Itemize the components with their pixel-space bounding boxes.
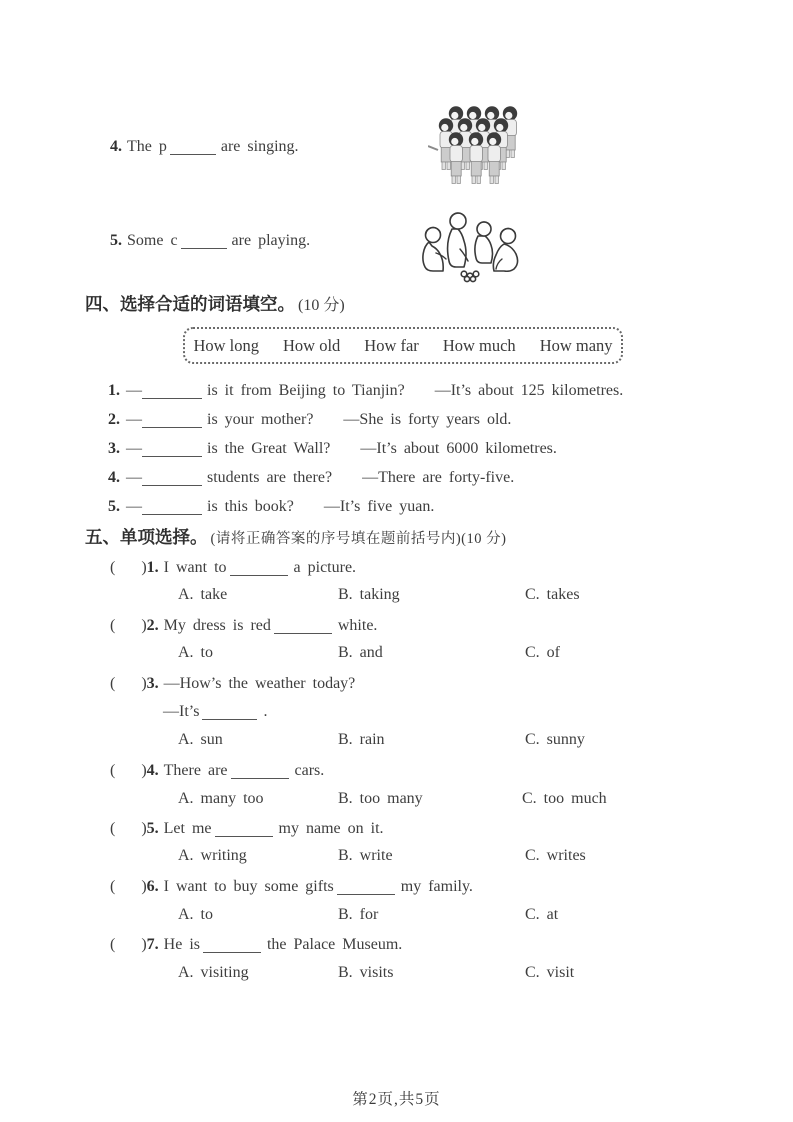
question-number: 2.: [146, 617, 159, 634]
word-bank-word-5: How many: [539, 335, 613, 355]
question-number: 1.: [108, 382, 120, 399]
section4-heading: [85, 291, 345, 316]
question-number: 1.: [146, 559, 159, 576]
question-text-post: a picture.: [293, 559, 357, 576]
s4-item-2: [108, 410, 511, 430]
answer-blank: [142, 454, 202, 457]
answer-blank: [142, 425, 202, 428]
option-a: A. many too: [178, 790, 264, 807]
mc-item-2-question: [110, 616, 377, 636]
option-c: C. too much: [522, 790, 607, 807]
option-a: A. to: [178, 644, 213, 661]
question-text: is this book?: [207, 498, 294, 515]
question-text-post: white.: [337, 617, 378, 634]
question-text: I want to: [163, 559, 227, 576]
mc-item-5-question: [110, 819, 384, 839]
question-text: is the Great Wall?: [207, 440, 331, 457]
option-c: C. writes: [525, 847, 586, 864]
question-number: 5.: [108, 498, 120, 515]
em-dash: —: [126, 469, 142, 486]
question-text: Let me: [163, 820, 212, 837]
children-playing-image: [416, 202, 528, 284]
answer-blank: [170, 152, 216, 155]
option-b: B. rain: [338, 731, 385, 748]
option-a: A. take: [178, 586, 228, 603]
mc-item-5-options: [110, 847, 750, 867]
question-text-post: are playing.: [231, 232, 311, 249]
question-number: 7.: [146, 936, 159, 953]
question-text: —How’s the weather today?: [163, 675, 356, 692]
question-text-post: .: [263, 703, 268, 720]
option-a: A. sun: [178, 731, 223, 748]
option-b: B. and: [338, 644, 383, 661]
answer-blank: [337, 892, 395, 895]
question-number: 3.: [146, 675, 159, 692]
word-bank-word-1: How long: [193, 335, 259, 355]
mc-item-1-question: [110, 558, 356, 578]
s4-item-4: [108, 468, 514, 488]
open-paren: (: [110, 878, 116, 895]
mc-item-7-options: [110, 964, 750, 984]
s4-item-1: [108, 381, 623, 401]
question-text: Some c: [127, 232, 178, 249]
answer-bracket: [110, 761, 147, 781]
word-bank-box: [183, 327, 623, 364]
answer-text: —It’s about 6000 kilometres.: [360, 440, 557, 457]
question-text: My dress is red: [163, 617, 271, 634]
mc-item-4-options: [110, 790, 750, 810]
section5-note: (请将正确答案的序号填在题前括号内)(10 分): [210, 531, 507, 547]
page-footer: 第2页,共5页: [352, 1091, 441, 1108]
answer-blank: [203, 950, 261, 953]
em-dash: —: [126, 411, 142, 428]
question-text: students are there?: [207, 469, 333, 486]
close-paren: ): [141, 762, 147, 779]
open-paren: (: [110, 762, 116, 779]
choir-singing-image: [428, 106, 526, 190]
question-text: is your mother?: [207, 411, 314, 428]
open-paren: (: [110, 559, 116, 576]
close-paren: ): [141, 617, 147, 634]
option-b: B. write: [338, 847, 393, 864]
question-text-post: the Palace Museum.: [266, 936, 403, 953]
word-bank-word-4: How much: [442, 335, 516, 355]
option-b: B. visits: [338, 964, 394, 981]
option-b: B. for: [338, 906, 379, 923]
option-b: B. too many: [338, 790, 423, 807]
option-c: C. takes: [525, 586, 580, 603]
answer-blank: [215, 834, 273, 837]
s4-item-3: [108, 439, 557, 459]
answer-blank: [142, 512, 202, 515]
open-paren: (: [110, 820, 116, 837]
mc-item-3-options: [110, 731, 750, 751]
question-text: He is: [163, 936, 200, 953]
em-dash: —: [126, 498, 142, 515]
fill-item-4: [110, 137, 299, 157]
question-number: 4.: [108, 469, 120, 486]
close-paren: ): [141, 559, 147, 576]
answer-blank: [230, 573, 288, 576]
option-c: C. at: [525, 906, 559, 923]
word-bank-word-2: How old: [282, 335, 341, 355]
question-number: 4.: [110, 138, 122, 155]
option-c: C. sunny: [525, 731, 585, 748]
question-text: There are: [163, 762, 228, 779]
question-text-post: my name on it.: [278, 820, 384, 837]
close-paren: ): [141, 675, 147, 692]
question-number: 6.: [146, 878, 159, 895]
close-paren: ): [141, 820, 147, 837]
question-text-post: cars.: [294, 762, 325, 779]
question-number: 5.: [110, 232, 122, 249]
option-a: A. writing: [178, 847, 247, 864]
mc-item-7-question: [110, 935, 402, 955]
answer-bracket: [110, 819, 147, 839]
close-paren: ): [141, 878, 147, 895]
mc-item-6-question: [110, 877, 473, 897]
answer-blank: [274, 631, 332, 634]
mc-item-4-question: [110, 761, 324, 781]
option-c: C. of: [525, 644, 560, 661]
answer-blank: [231, 776, 289, 779]
mc-item-3-question: [110, 674, 355, 694]
question-text: is it from Beijing to Tianjin?: [207, 382, 405, 399]
answer-bracket: [110, 935, 147, 955]
option-a: A. visiting: [178, 964, 249, 981]
close-paren: ): [141, 936, 147, 953]
open-paren: (: [110, 936, 116, 953]
answer-text: —She is forty years old.: [343, 411, 512, 428]
answer-bracket: [110, 674, 147, 694]
answer-blank: [181, 246, 227, 249]
option-c: C. visit: [525, 964, 575, 981]
question-number: 4.: [146, 762, 159, 779]
em-dash: —: [126, 382, 142, 399]
fill-item-5: [110, 231, 310, 251]
question-number: 2.: [108, 411, 120, 428]
em-dash: —: [126, 440, 142, 457]
s4-item-5: [108, 497, 434, 517]
question-number: 3.: [108, 440, 120, 457]
answer-blank: [142, 483, 202, 486]
mc-item-2-options: [110, 644, 750, 664]
option-b: B. taking: [338, 586, 400, 603]
answer-bracket: [110, 558, 147, 578]
section5-heading-text: 五、单项选择。: [85, 528, 208, 548]
question-text-post: my family.: [400, 878, 473, 895]
answer-text: —It’s about 125 kilometres.: [434, 382, 624, 399]
mc-item-1-options: [110, 586, 750, 606]
word-bank-word-3: How far: [364, 335, 419, 355]
section4-heading-text: 四、选择合适的词语填空。: [85, 295, 295, 315]
mc-item-3-question-line2: [163, 702, 267, 722]
option-a: A. to: [178, 906, 213, 923]
answer-blank: [202, 717, 257, 720]
section5-heading: [85, 524, 506, 549]
answer-text: —It’s five yuan.: [323, 498, 435, 515]
question-text: The p: [127, 138, 167, 155]
question-number: 5.: [146, 820, 159, 837]
answer-text: —There are forty-five.: [362, 469, 515, 486]
open-paren: (: [110, 617, 116, 634]
question-text: I want to buy some gifts: [163, 878, 334, 895]
question-text: —It’s: [163, 703, 200, 720]
question-text-post: are singing.: [220, 138, 299, 155]
mc-item-6-options: [110, 906, 750, 926]
answer-bracket: [110, 616, 147, 636]
open-paren: (: [110, 675, 116, 692]
answer-bracket: [110, 877, 147, 897]
section4-points: (10 分): [298, 297, 345, 314]
answer-blank: [142, 396, 202, 399]
